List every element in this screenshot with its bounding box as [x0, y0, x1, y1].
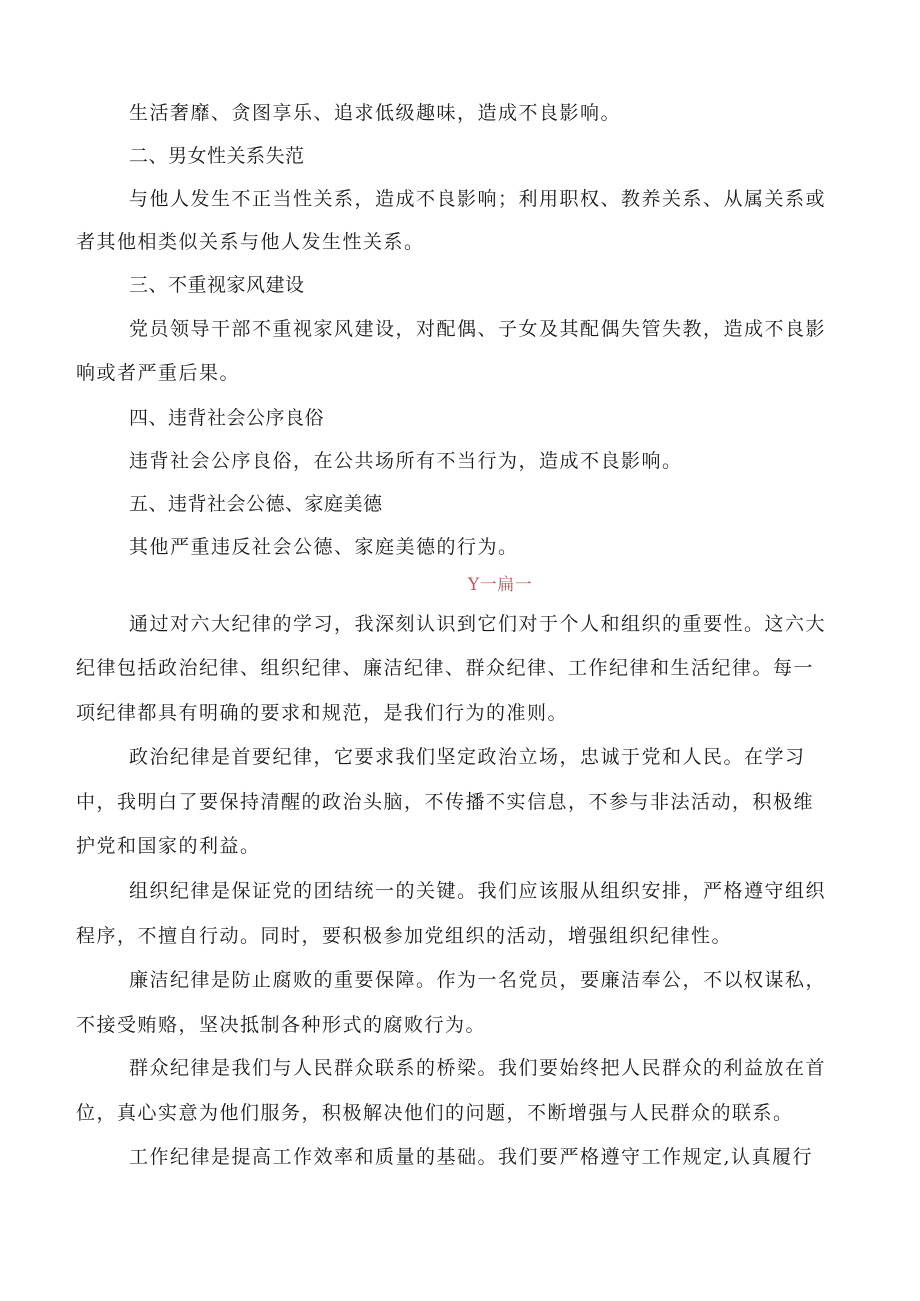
paragraph-line: 不接受贿赂，坚决抵制各种形式的腐败行为。	[76, 1014, 487, 1036]
paragraph-line: 者其他相类似关系与他人发生性关系。	[76, 231, 425, 253]
paragraph-line: 党员领导干部不重视家风建设，对配偶、子女及其配偶失管失教，造成不良影	[129, 318, 827, 340]
paragraph-line: 护党和国家的利益。	[76, 835, 261, 857]
paragraph-line: 违背社会公序良俗，在公共场所有不当行为，造成不良影响。	[129, 450, 683, 472]
paragraph-line: 位，真心实意为他们服务，积极解决他们的问题，不断增强与人民群众的联系。	[76, 1102, 794, 1124]
paragraph-line: 组织纪律是保证党的团结统一的关键。我们应该服从组织安排，严格遵守组织	[129, 880, 827, 902]
paragraph-line: 中，我明白了要保持清醒的政治头脑，不传播不实信息，不参与非法活动，积极维	[76, 791, 815, 813]
section-heading: 三、不重视家风建设	[129, 274, 305, 296]
paragraph-line: 与他人发生不正当性关系，造成不良影响；利用职权、教养关系、从属关系或	[129, 188, 827, 210]
paragraph-line: 程序，不擅自行动。同时，要积极参加党组织的活动，增强组织纪律性。	[76, 925, 733, 947]
paragraph-line: 项纪律都具有明确的要求和规范，是我们行为的准则。	[76, 702, 569, 724]
section-heading: 四、违背社会公序良俗	[129, 407, 325, 429]
paragraph-line: 通过对六大纪律的学习，我深刻认识到它们对于个人和组织的重要性。这六大	[129, 613, 827, 635]
paragraph-line: 纪律包括政治纪律、组织纪律、廉洁纪律、群众纪律、工作纪律和生活纪律。每一	[76, 657, 815, 679]
paragraph-line: 响或者严重后果。	[76, 362, 241, 384]
paragraph-line: 工作纪律是提高工作效率和质量的基础。我们要严格遵守工作规定,认真履行	[129, 1146, 814, 1168]
section-heading: 五、违背社会公德、家庭美德	[129, 493, 383, 515]
paragraph-line: 廉洁纪律是防止腐败的重要保障。作为一名党员，要廉洁奉公，不以权谋私，	[129, 969, 827, 991]
paragraph-line: 政治纪律是首要纪律，它要求我们坚定政治立场，忠诚于党和人民。在学习	[129, 746, 806, 768]
section-heading: 二、男女性关系失范	[129, 145, 305, 167]
paragraph-line: 其他严重违反社会公德、家庭美德的行为。	[129, 536, 519, 558]
section-divider: Y一扁一	[468, 575, 533, 595]
paragraph-line: 生活奢靡、贪图享乐、追求低级趣味，造成不良影响。	[129, 102, 622, 124]
paragraph-line: 群众纪律是我们与人民群众联系的桥梁。我们要始终把人民群众的利益放在首	[129, 1057, 827, 1079]
